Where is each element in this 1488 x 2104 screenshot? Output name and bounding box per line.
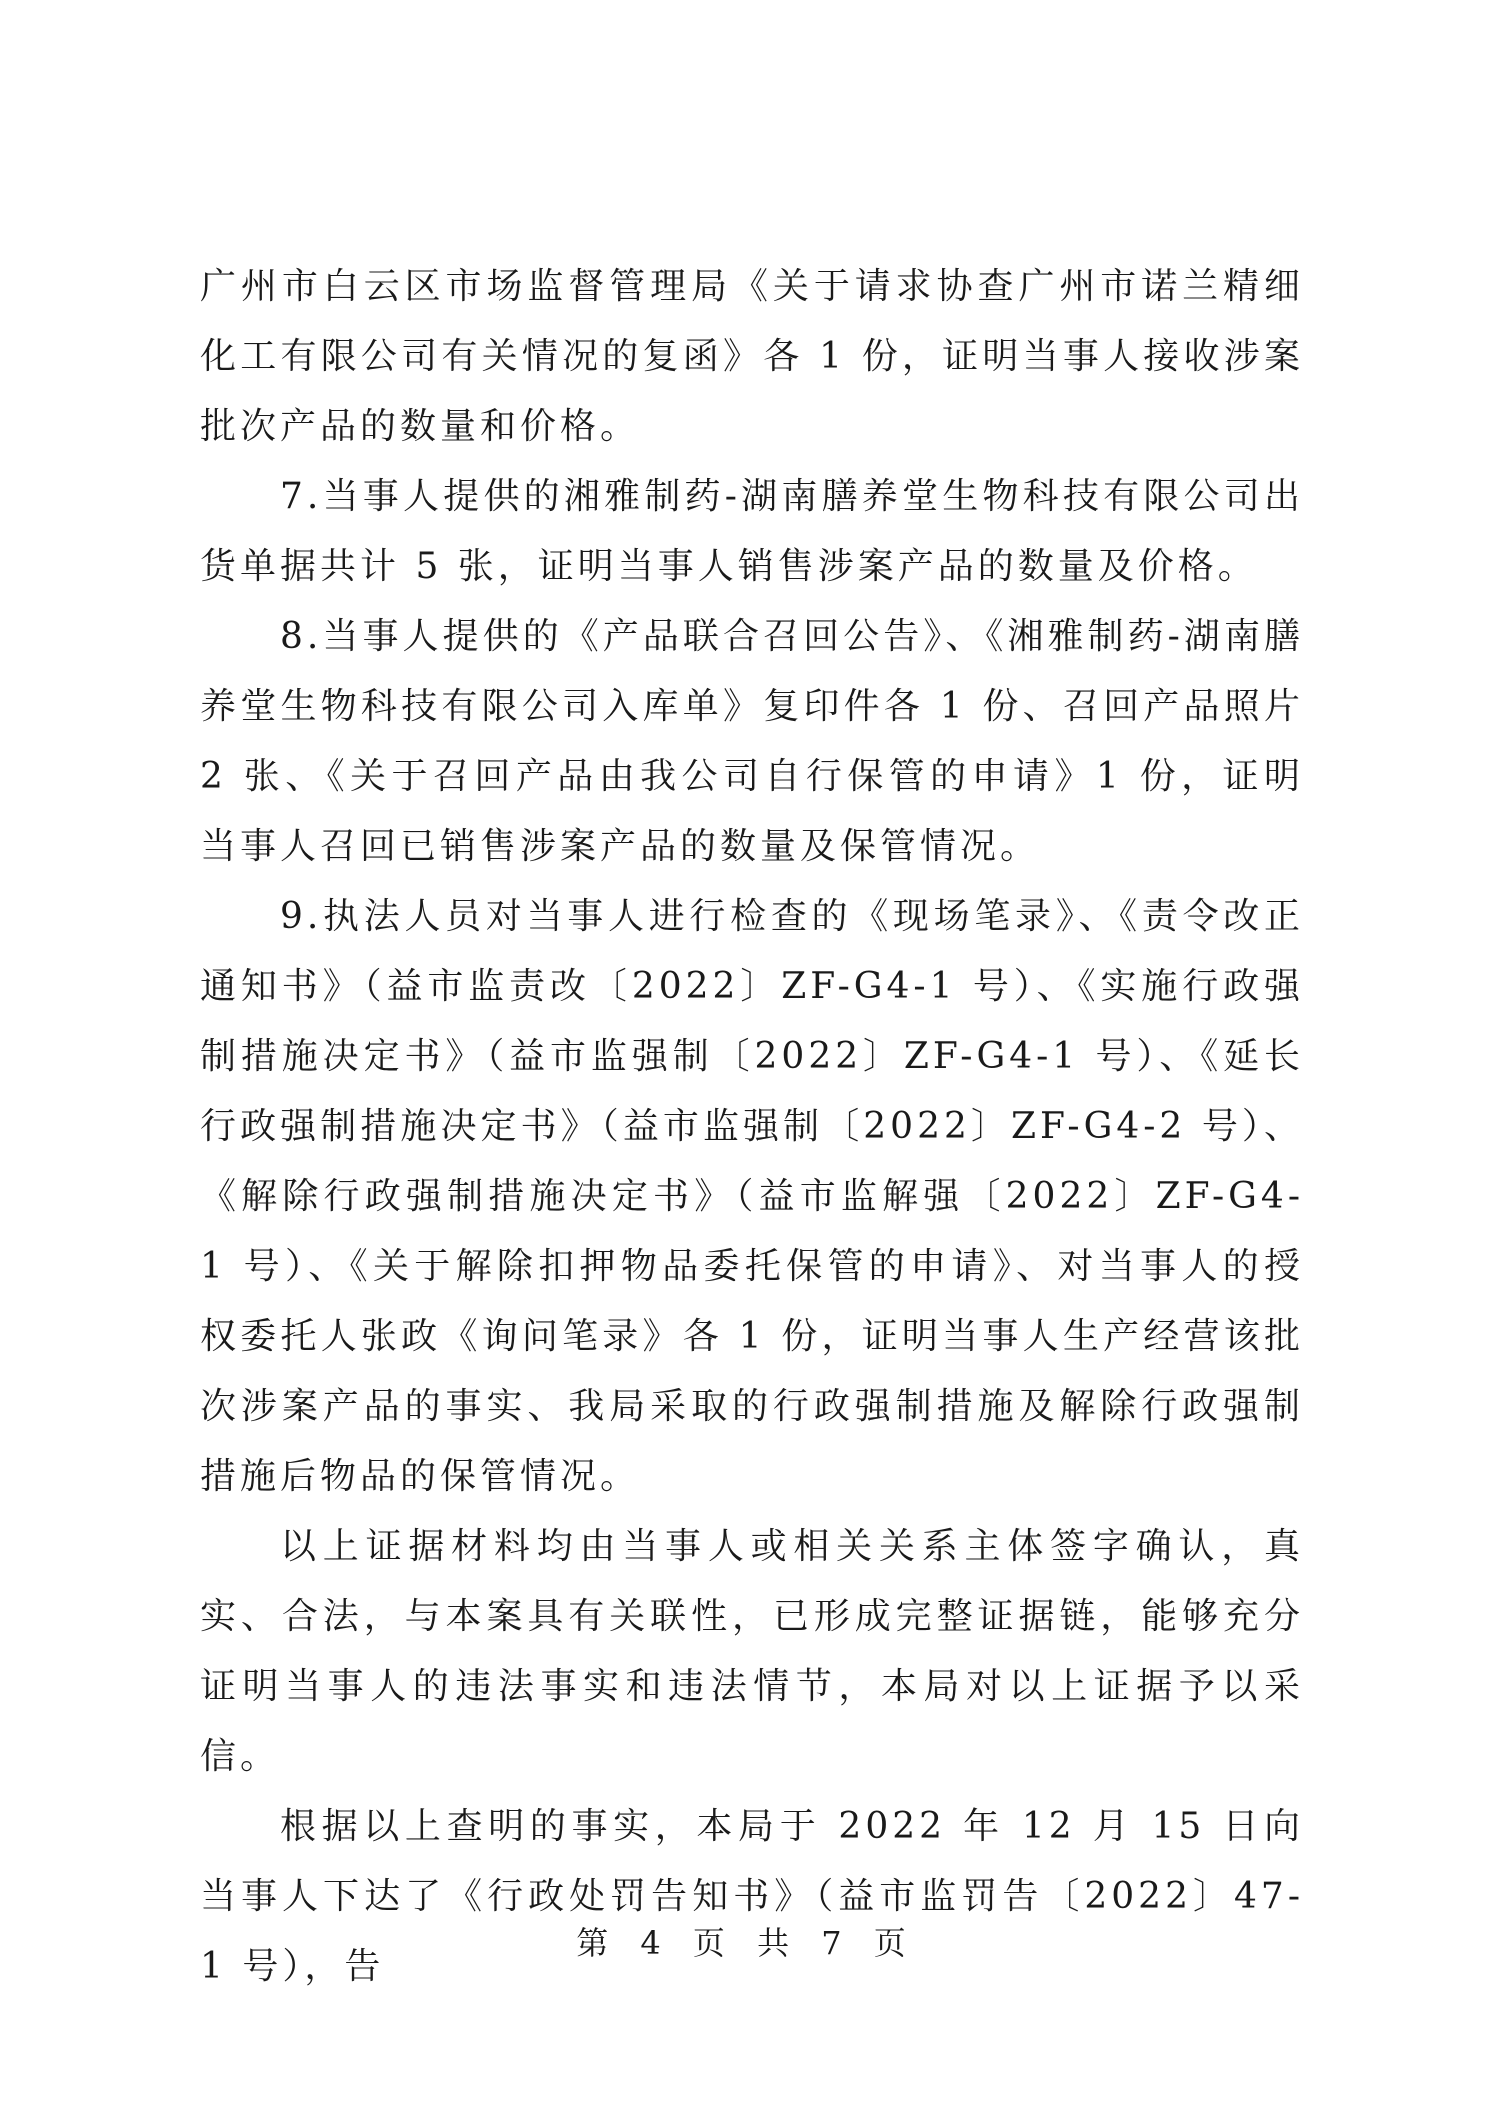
document-body (200, 252, 1304, 2002)
paragraph-continuation: 广州市白云区市场监督管理局《关于请求协查广州市诺兰精细化工有限公司有关情况的复函》各 1 份，证明当事人接收涉案批次产品的数量和价格。 (200, 266, 1304, 447)
paragraph-evidence-8: 8.当事人提供的《产品联合召回公告》、《湘雅制药-湖南膳养堂生物科技有限公司入库单》复印件各 1 份、召回产品照片 2 张、《关于召回产品由我公司自行保管的申请》1 份，证明当事人召回已销售涉案产品的数量及保管情况。 (200, 616, 1304, 867)
page-number-footer: 第 4 页 共 7 页 (576, 1924, 912, 1962)
paragraph-notice: 根据以上查明的事实，本局于 2022 年 12 月 15 日向当事人下达了《行政处罚告知书》（益市监罚告〔2022〕47-1 号），告 (200, 1806, 1304, 1987)
paragraph-evidence-summary: 以上证据材料均由当事人或相关关系主体签字确认，真实、合法，与本案具有关联性，已形成完整证据链，能够充分证明当事人的违法事实和违法情节，本局对以上证据予以采信。 (200, 1526, 1304, 1777)
paragraph-evidence-7: 7.当事人提供的湘雅制药-湖南膳养堂生物科技有限公司出货单据共计 5 张，证明当事人销售涉案产品的数量及价格。 (200, 476, 1304, 587)
paragraph-evidence-9: 9.执法人员对当事人进行检查的《现场笔录》、《责令改正通知书》（益市监责改〔2022〕ZF-G4-1 号）、《实施行政强制措施决定书》（益市监强制〔2022〕ZF-G4-1 号）、《延长行政强制措施决定书》（益市监强制〔2022〕ZF-G4-2 号）、《解除行政强制措施决定书》（益市监解强〔2022〕ZF-G4-1 号）、《关于解除扣押物品委托保管的申请》、对当事人的授权委托人张政《询问笔录》各 1 份，证明当事人生产经营该批次涉案产品的事实、我局采取的行政强制措施及解除行政强制措施后物品的保管情况。 (200, 896, 1304, 1497)
